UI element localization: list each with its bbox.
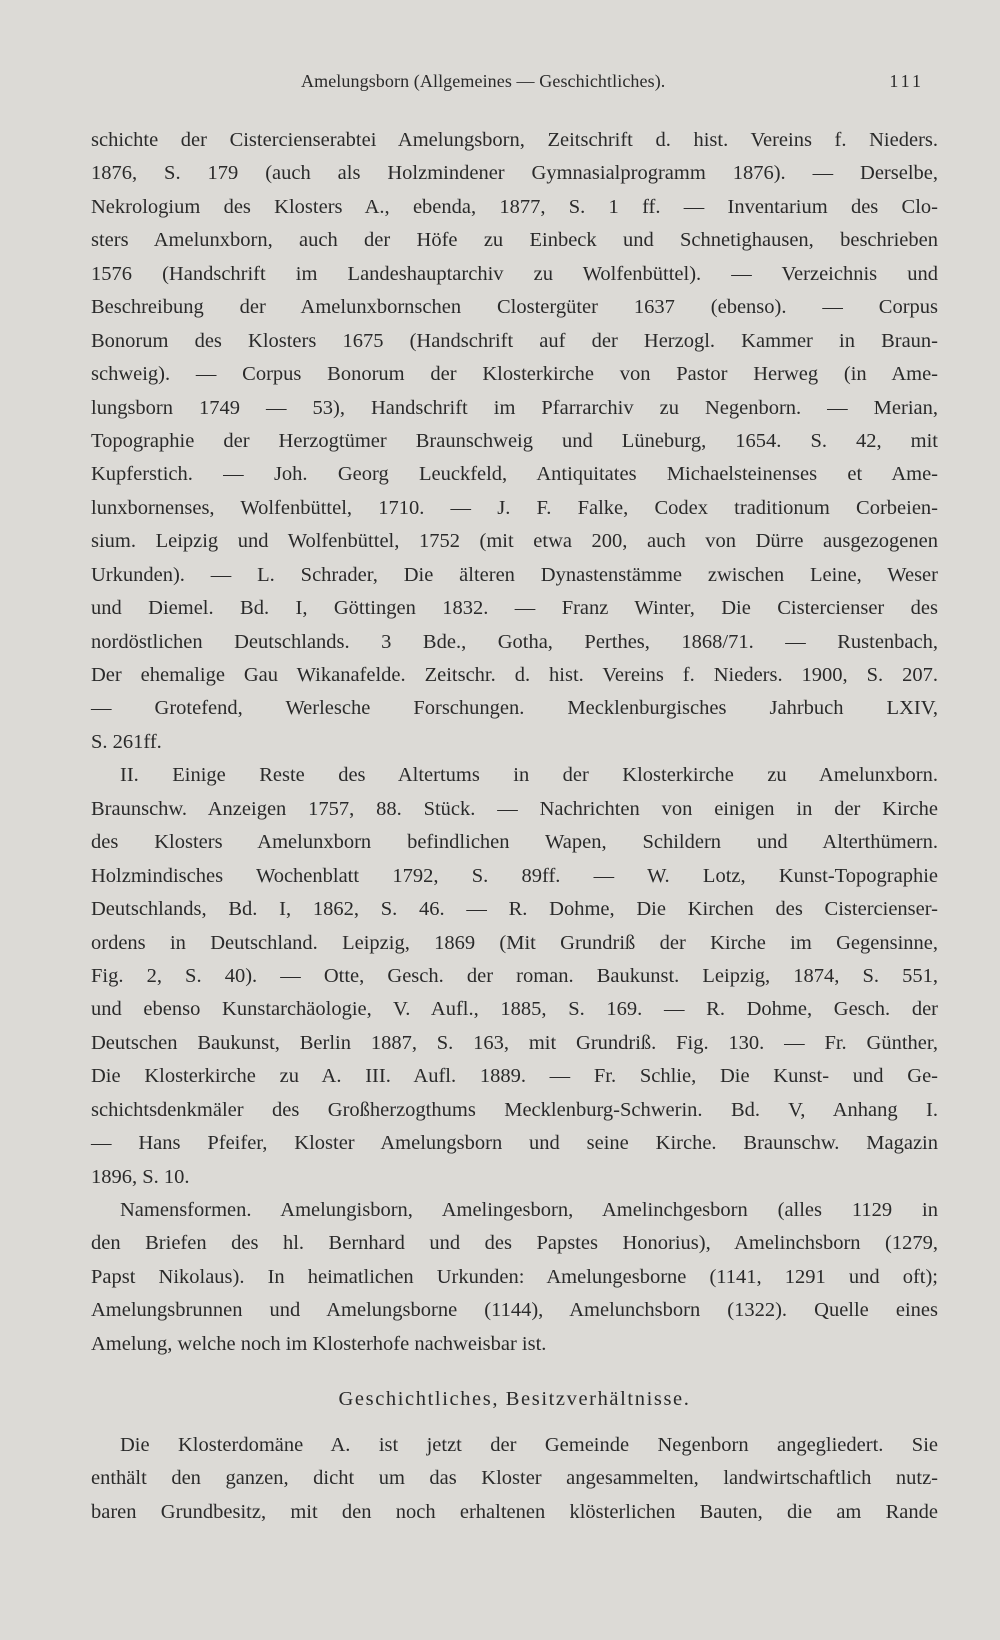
text-line: sium. Leipzig und Wolfenbüttel, 1752 (mit etwa 200, auch von Dürre ausgezogenen <box>91 530 938 553</box>
text-line: sters Amelunxborn, auch der Höfe zu Einbeck und Schnetighausen, beschrieben <box>91 229 938 252</box>
text-line: Holzmindisches Wochenblatt 1792, S. 89ff. — W. Lotz, Kunst-Topographie <box>91 864 938 887</box>
text-line: Beschreibung der Amelunxbornschen Clostergüter 1637 (ebenso). — Corpus <box>91 296 938 319</box>
text-line: des Klosters Amelunxborn befindlichen Wapen, Schildern und Alterthümern. <box>91 831 938 854</box>
text-line: ordens in Deutschland. Leipzig, 1869 (Mit Grundriß der Kirche im Gegensinne, <box>91 931 938 954</box>
text-line: — Grotefend, Werlesche Forschungen. Mecklenburgisches Jahrbuch LXIV, <box>91 697 938 720</box>
text-line: Deutschen Baukunst, Berlin 1887, S. 163, mit Grundriß. Fig. 130. — Fr. Günther, <box>91 1031 938 1054</box>
text-line: und Diemel. Bd. I, Göttingen 1832. — Franz Winter, Die Cistercienser des <box>91 597 938 620</box>
text-line: Braunschw. Anzeigen 1757, 88. Stück. — Nachrichten von einigen in der Kirche <box>91 797 938 820</box>
text-line: Nekrologium des Klosters A., ebenda, 1877, S. 1 ff. — Inventarium des Clo- <box>91 195 938 218</box>
text-line: II. Einige Reste des Altertums in der Klosterkirche zu Amelunxborn. <box>120 764 938 787</box>
text-line: Namensformen. Amelungisborn, Amelingesborn, Amelinchgesborn (alles 1129 in <box>120 1199 938 1221</box>
text-line: lungsborn 1749 — 53), Handschrift im Pfarrarchiv zu Negenborn. — Merian, <box>91 396 938 419</box>
text-line: schweig). — Corpus Bonorum der Klosterkirche von Pastor Herweg (in Ame- <box>91 363 938 386</box>
text-line: Die Klosterkirche zu A. III. Aufl. 1889. — Fr. Schlie, Die Kunst- und Ge- <box>91 1065 938 1088</box>
text-line: Fig. 2, S. 40). — Otte, Gesch. der roman. Baukunst. Leipzig, 1874, S. 551, <box>91 964 938 987</box>
text-line: Deutschlands, Bd. I, 1862, S. 46. — R. Dohme, Die Kirchen des Cistercienser- <box>91 898 938 921</box>
text-line: und ebenso Kunstarchäologie, V. Aufl., 1885, S. 169. — R. Dohme, Gesch. der <box>91 998 938 1021</box>
text-line: Amelung, welche noch im Klosterhofe nachweisbar ist. <box>91 1332 547 1355</box>
text-line: 1576 (Handschrift im Landeshauptarchiv zu Wolfenbüttel). — Verzeichnis und <box>91 262 938 285</box>
text-line: 1876, S. 179 (auch als Holzmindener Gymnasialprogramm 1876). — Derselbe, <box>91 162 938 185</box>
section-heading: Geschichtliches, Besitzverhältnisse. <box>338 1388 691 1411</box>
text-line: S. 261ff. <box>91 730 162 753</box>
text-line: enthält den ganzen, dicht um das Kloster angesammelten, landwirtschaftlich nutz- <box>91 1467 938 1490</box>
text-line: Amelungsbrunnen und Amelungsborne (1144), Amelunchsborn (1322). Quelle eines <box>91 1299 938 1322</box>
text-line: baren Grundbesitz, mit den noch erhaltenen klösterlichen Bauten, die am Rande <box>91 1500 938 1523</box>
text-line: schichte der Cistercienserabtei Amelungsborn, Zeitschrift d. hist. Vereins f. Nieders. <box>91 129 938 151</box>
text-body <box>91 124 938 1529</box>
text-line: lunxbornenses, Wolfenbüttel, 1710. — J. F. Falke, Codex traditionum Corbeien- <box>91 496 938 519</box>
text-line: nordöstlichen Deutschlands. 3 Bde., Gotha, Perthes, 1868/71. — Rustenbach, <box>91 630 938 653</box>
text-line: schichtsdenkmäler des Großherzogthums Mecklenburg-Schwerin. Bd. V, Anhang I. <box>91 1098 938 1121</box>
text-line: Topographie der Herzogtümer Braunschweig und Lüneburg, 1654. S. 42, mit <box>91 429 938 452</box>
page-number: 111 <box>889 71 924 91</box>
header-title: Amelungsborn (Allgemeines — Geschichtliches). <box>301 71 666 91</box>
text-line: den Briefen des hl. Bernhard und des Papstes Honorius), Amelinchsborn (1279, <box>91 1232 938 1255</box>
text-line: Papst Nikolaus). In heimatlichen Urkunden: Amelungesborne (1141, 1291 und oft); <box>91 1265 938 1288</box>
text-line: Kupferstich. — Joh. Georg Leuckfeld, Antiquitates Michaelsteinenses et Ame- <box>91 463 938 486</box>
text-line: Der ehemalige Gau Wikanafelde. Zeitschr. d. hist. Vereins f. Nieders. 1900, S. 207. <box>91 664 938 686</box>
text-line: 1896, S. 10. <box>91 1165 190 1188</box>
running-header <box>91 71 938 95</box>
text-line: Die Klosterdomäne A. ist jetzt der Gemeinde Negenborn angegliedert. Sie <box>120 1433 938 1456</box>
text-line: Urkunden). — L. Schrader, Die älteren Dynastenstämme zwischen Leine, Weser <box>91 563 938 586</box>
text-line: Bonorum des Klosters 1675 (Handschrift auf der Herzogl. Kammer in Braun- <box>91 329 938 352</box>
text-line: — Hans Pfeifer, Kloster Amelungsborn und seine Kirche. Braunschw. Magazin <box>91 1132 938 1155</box>
